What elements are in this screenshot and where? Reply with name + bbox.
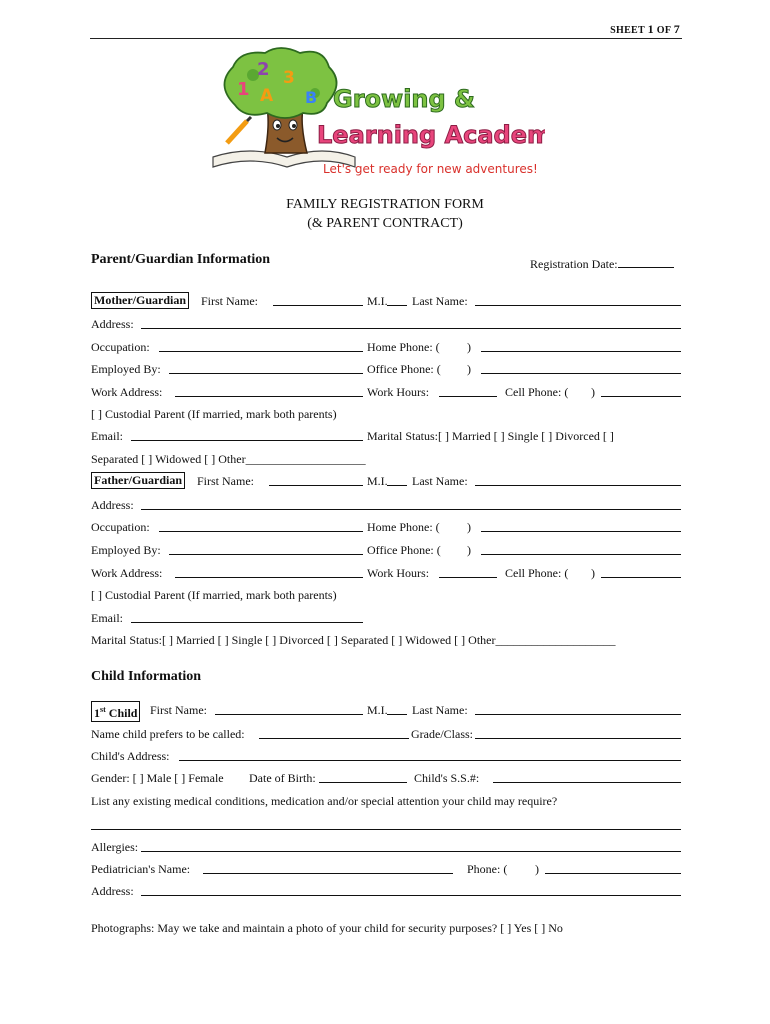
child-medical-line-row <box>91 818 681 834</box>
first-name-label: First Name: <box>201 294 258 308</box>
form-title <box>0 195 770 233</box>
mother-home-phone-field[interactable] <box>481 351 681 352</box>
father-last-name-field[interactable] <box>475 485 681 486</box>
academy-logo <box>205 45 545 185</box>
child-word: Child <box>105 706 138 720</box>
father-cell-phone-field[interactable] <box>601 577 681 578</box>
marital-status-options[interactable]: Marital Status:[ ] Married [ ] Single [ ] Divorced [ ] <box>367 429 614 443</box>
last-name-label: Last Name: <box>412 474 468 488</box>
mother-last-name-field[interactable] <box>475 305 681 306</box>
sheet-current: 1 <box>647 22 654 36</box>
dob-field[interactable] <box>319 782 407 783</box>
mother-work-hours-field[interactable] <box>439 396 497 397</box>
father-name-row <box>91 474 681 490</box>
mother-work-address-field[interactable] <box>175 396 363 397</box>
paren-close: ) <box>467 520 471 534</box>
mother-marital-cont-row <box>91 452 681 468</box>
address-label: Address: <box>91 498 134 512</box>
first-name-label: First Name: <box>197 474 254 488</box>
mother-cell-phone-field[interactable] <box>601 396 681 397</box>
paren-close: ) <box>535 862 539 876</box>
father-mi-field[interactable] <box>387 485 407 486</box>
address-label: Address: <box>91 317 134 331</box>
father-first-name-field[interactable] <box>269 485 363 486</box>
mother-guardian-box: Mother/Guardian <box>91 292 189 309</box>
mother-email-row <box>91 429 681 445</box>
child-address-field[interactable] <box>179 760 681 761</box>
last-name-label: Last Name: <box>412 294 468 308</box>
child-first-name-field[interactable] <box>215 714 363 715</box>
custodial-checkbox[interactable]: [ ] Custodial Parent (If married, mark both parents) <box>91 588 337 602</box>
paren-close: ) <box>591 566 595 580</box>
work-address-label: Work Address: <box>91 566 163 580</box>
mother-address-field[interactable] <box>141 328 681 329</box>
home-phone-label: Home Phone: ( <box>367 340 440 354</box>
photographs-row <box>91 921 681 937</box>
sheet-number <box>610 22 680 37</box>
tree-logo-icon <box>205 45 545 185</box>
mother-address-row <box>91 317 681 333</box>
sheet-of: OF <box>656 25 671 36</box>
preferred-name-field[interactable] <box>259 738 409 739</box>
father-work-hours-field[interactable] <box>439 577 497 578</box>
child-address-row <box>91 749 681 765</box>
child-name-row <box>91 703 681 719</box>
father-email-row <box>91 611 681 627</box>
child-pediatrician-row <box>91 862 681 878</box>
allergies-field[interactable] <box>141 851 681 852</box>
photographs-question[interactable]: Photographs: May we take and maintain a photo of your child for security purposes? [ ] Yes [ ] No <box>91 921 563 935</box>
svg-text:2: 2 <box>257 59 270 80</box>
medical-conditions-field[interactable] <box>91 829 681 830</box>
svg-text:B: B <box>305 88 318 107</box>
mother-name-row <box>91 294 681 310</box>
pediatrician-name-field[interactable] <box>203 873 453 874</box>
mi-label: M.I. <box>367 474 388 488</box>
father-employer-row <box>91 543 681 559</box>
mother-mi-field[interactable] <box>387 305 407 306</box>
child-medical-row <box>91 794 681 810</box>
mi-label: M.I. <box>367 294 388 308</box>
sheet-label: SHEET <box>610 25 645 36</box>
pediatrician-phone-field[interactable] <box>545 873 681 874</box>
office-phone-label: Office Phone: ( <box>367 362 441 376</box>
sheet-total: 7 <box>673 22 680 36</box>
allergies-label: Allergies: <box>91 840 139 854</box>
phone-label: Phone: ( <box>467 862 508 876</box>
mother-work-row <box>91 385 681 401</box>
header-rule <box>90 38 682 39</box>
form-title-line2: (& PARENT CONTRACT) <box>307 216 463 231</box>
mother-first-name-field[interactable] <box>273 305 363 306</box>
email-label: Email: <box>91 429 123 443</box>
father-address-field[interactable] <box>141 509 681 510</box>
child-mi-field[interactable] <box>387 714 407 715</box>
employed-by-label: Employed By: <box>91 543 161 557</box>
father-work-address-field[interactable] <box>175 577 363 578</box>
father-employer-field[interactable] <box>169 554 363 555</box>
svg-text:3: 3 <box>283 68 295 88</box>
mother-employer-field[interactable] <box>169 373 363 374</box>
ssn-label: Child's S.S.#: <box>414 771 480 785</box>
gender-options[interactable]: Gender: [ ] Male [ ] Female <box>91 771 224 785</box>
father-guardian-box: Father/Guardian <box>91 472 185 489</box>
registration-date-label: Registration Date: <box>530 257 618 271</box>
svg-text:1: 1 <box>237 79 250 100</box>
paren-close: ) <box>591 385 595 399</box>
occupation-label: Occupation: <box>91 520 150 534</box>
employed-by-label: Employed By: <box>91 362 161 376</box>
svg-text:A: A <box>260 86 274 106</box>
dob-label: Date of Birth: <box>249 771 316 785</box>
mother-email-field[interactable] <box>131 440 363 441</box>
address-label: Address: <box>91 884 134 898</box>
father-work-row <box>91 566 681 582</box>
medical-question: List any existing medical conditions, medication and/or special attention your child may require? <box>91 794 558 808</box>
pediatrician-label: Pediatrician's Name: <box>91 862 191 876</box>
last-name-label: Last Name: <box>412 703 468 717</box>
home-phone-label: Home Phone: ( <box>367 520 440 534</box>
marital-status-options-cont[interactable]: Separated [ ] Widowed [ ] Other____________________ <box>91 452 366 466</box>
father-occupation-field[interactable] <box>159 531 363 532</box>
mother-custodial-row[interactable] <box>91 407 681 423</box>
registration-date <box>530 256 674 272</box>
father-home-phone-field[interactable] <box>481 531 681 532</box>
child-section-heading: Child Information <box>91 669 202 684</box>
mother-occupation-field[interactable] <box>159 351 363 352</box>
paren-close: ) <box>467 362 471 376</box>
father-email-field[interactable] <box>131 622 363 623</box>
father-address-row <box>91 498 681 514</box>
marital-status-options[interactable]: Marital Status:[ ] Married [ ] Single [ ] Divorced [ ] Separated [ ] Widowed [ ] Other____________________ <box>91 633 616 647</box>
preferred-name-label: Name child prefers to be called: <box>91 727 245 741</box>
custodial-checkbox[interactable]: [ ] Custodial Parent (If married, mark both parents) <box>91 407 337 421</box>
father-custodial-row[interactable] <box>91 588 681 604</box>
cell-phone-label: Cell Phone: ( <box>505 566 569 580</box>
child-address-label: Child's Address: <box>91 749 170 763</box>
parent-section-heading: Parent/Guardian Information <box>91 252 271 267</box>
child-number: 1 <box>94 706 100 720</box>
child-number-suffix: st <box>100 705 106 714</box>
paren-close: ) <box>467 340 471 354</box>
mi-label: M.I. <box>367 703 388 717</box>
first-child-box <box>91 701 140 722</box>
office-phone-label: Office Phone: ( <box>367 543 441 557</box>
mother-employer-row <box>91 362 681 378</box>
child-allergies-row <box>91 840 681 856</box>
work-address-label: Work Address: <box>91 385 163 399</box>
email-label: Email: <box>91 611 123 625</box>
child-last-name-field[interactable] <box>475 714 681 715</box>
father-marital-row <box>91 633 681 649</box>
grade-class-label: Grade/Class: <box>411 727 473 741</box>
father-office-phone-field[interactable] <box>481 554 681 555</box>
occupation-label: Occupation: <box>91 340 150 354</box>
cell-phone-label: Cell Phone: ( <box>505 385 569 399</box>
grade-class-field[interactable] <box>475 738 681 739</box>
svg-text:Growing &: Growing & <box>333 85 475 113</box>
mother-occupation-row <box>91 340 681 356</box>
mother-office-phone-field[interactable] <box>481 373 681 374</box>
svg-text:Let's get ready for new advent: Let's get ready for new adventures! <box>323 162 538 176</box>
svg-text:Learning Academy: Learning Academy <box>317 121 545 149</box>
pediatrician-address-row <box>91 884 681 900</box>
form-title-line1: FAMILY REGISTRATION FORM <box>286 197 484 212</box>
work-hours-label: Work Hours: <box>367 385 430 399</box>
work-hours-label: Work Hours: <box>367 566 430 580</box>
child-gender-row <box>91 771 681 787</box>
father-occupation-row <box>91 520 681 536</box>
paren-close: ) <box>467 543 471 557</box>
ssn-field[interactable] <box>493 782 681 783</box>
child-preferred-row <box>91 727 681 743</box>
pediatrician-address-field[interactable] <box>141 895 681 896</box>
registration-date-field[interactable] <box>618 256 674 268</box>
first-name-label: First Name: <box>150 703 207 717</box>
